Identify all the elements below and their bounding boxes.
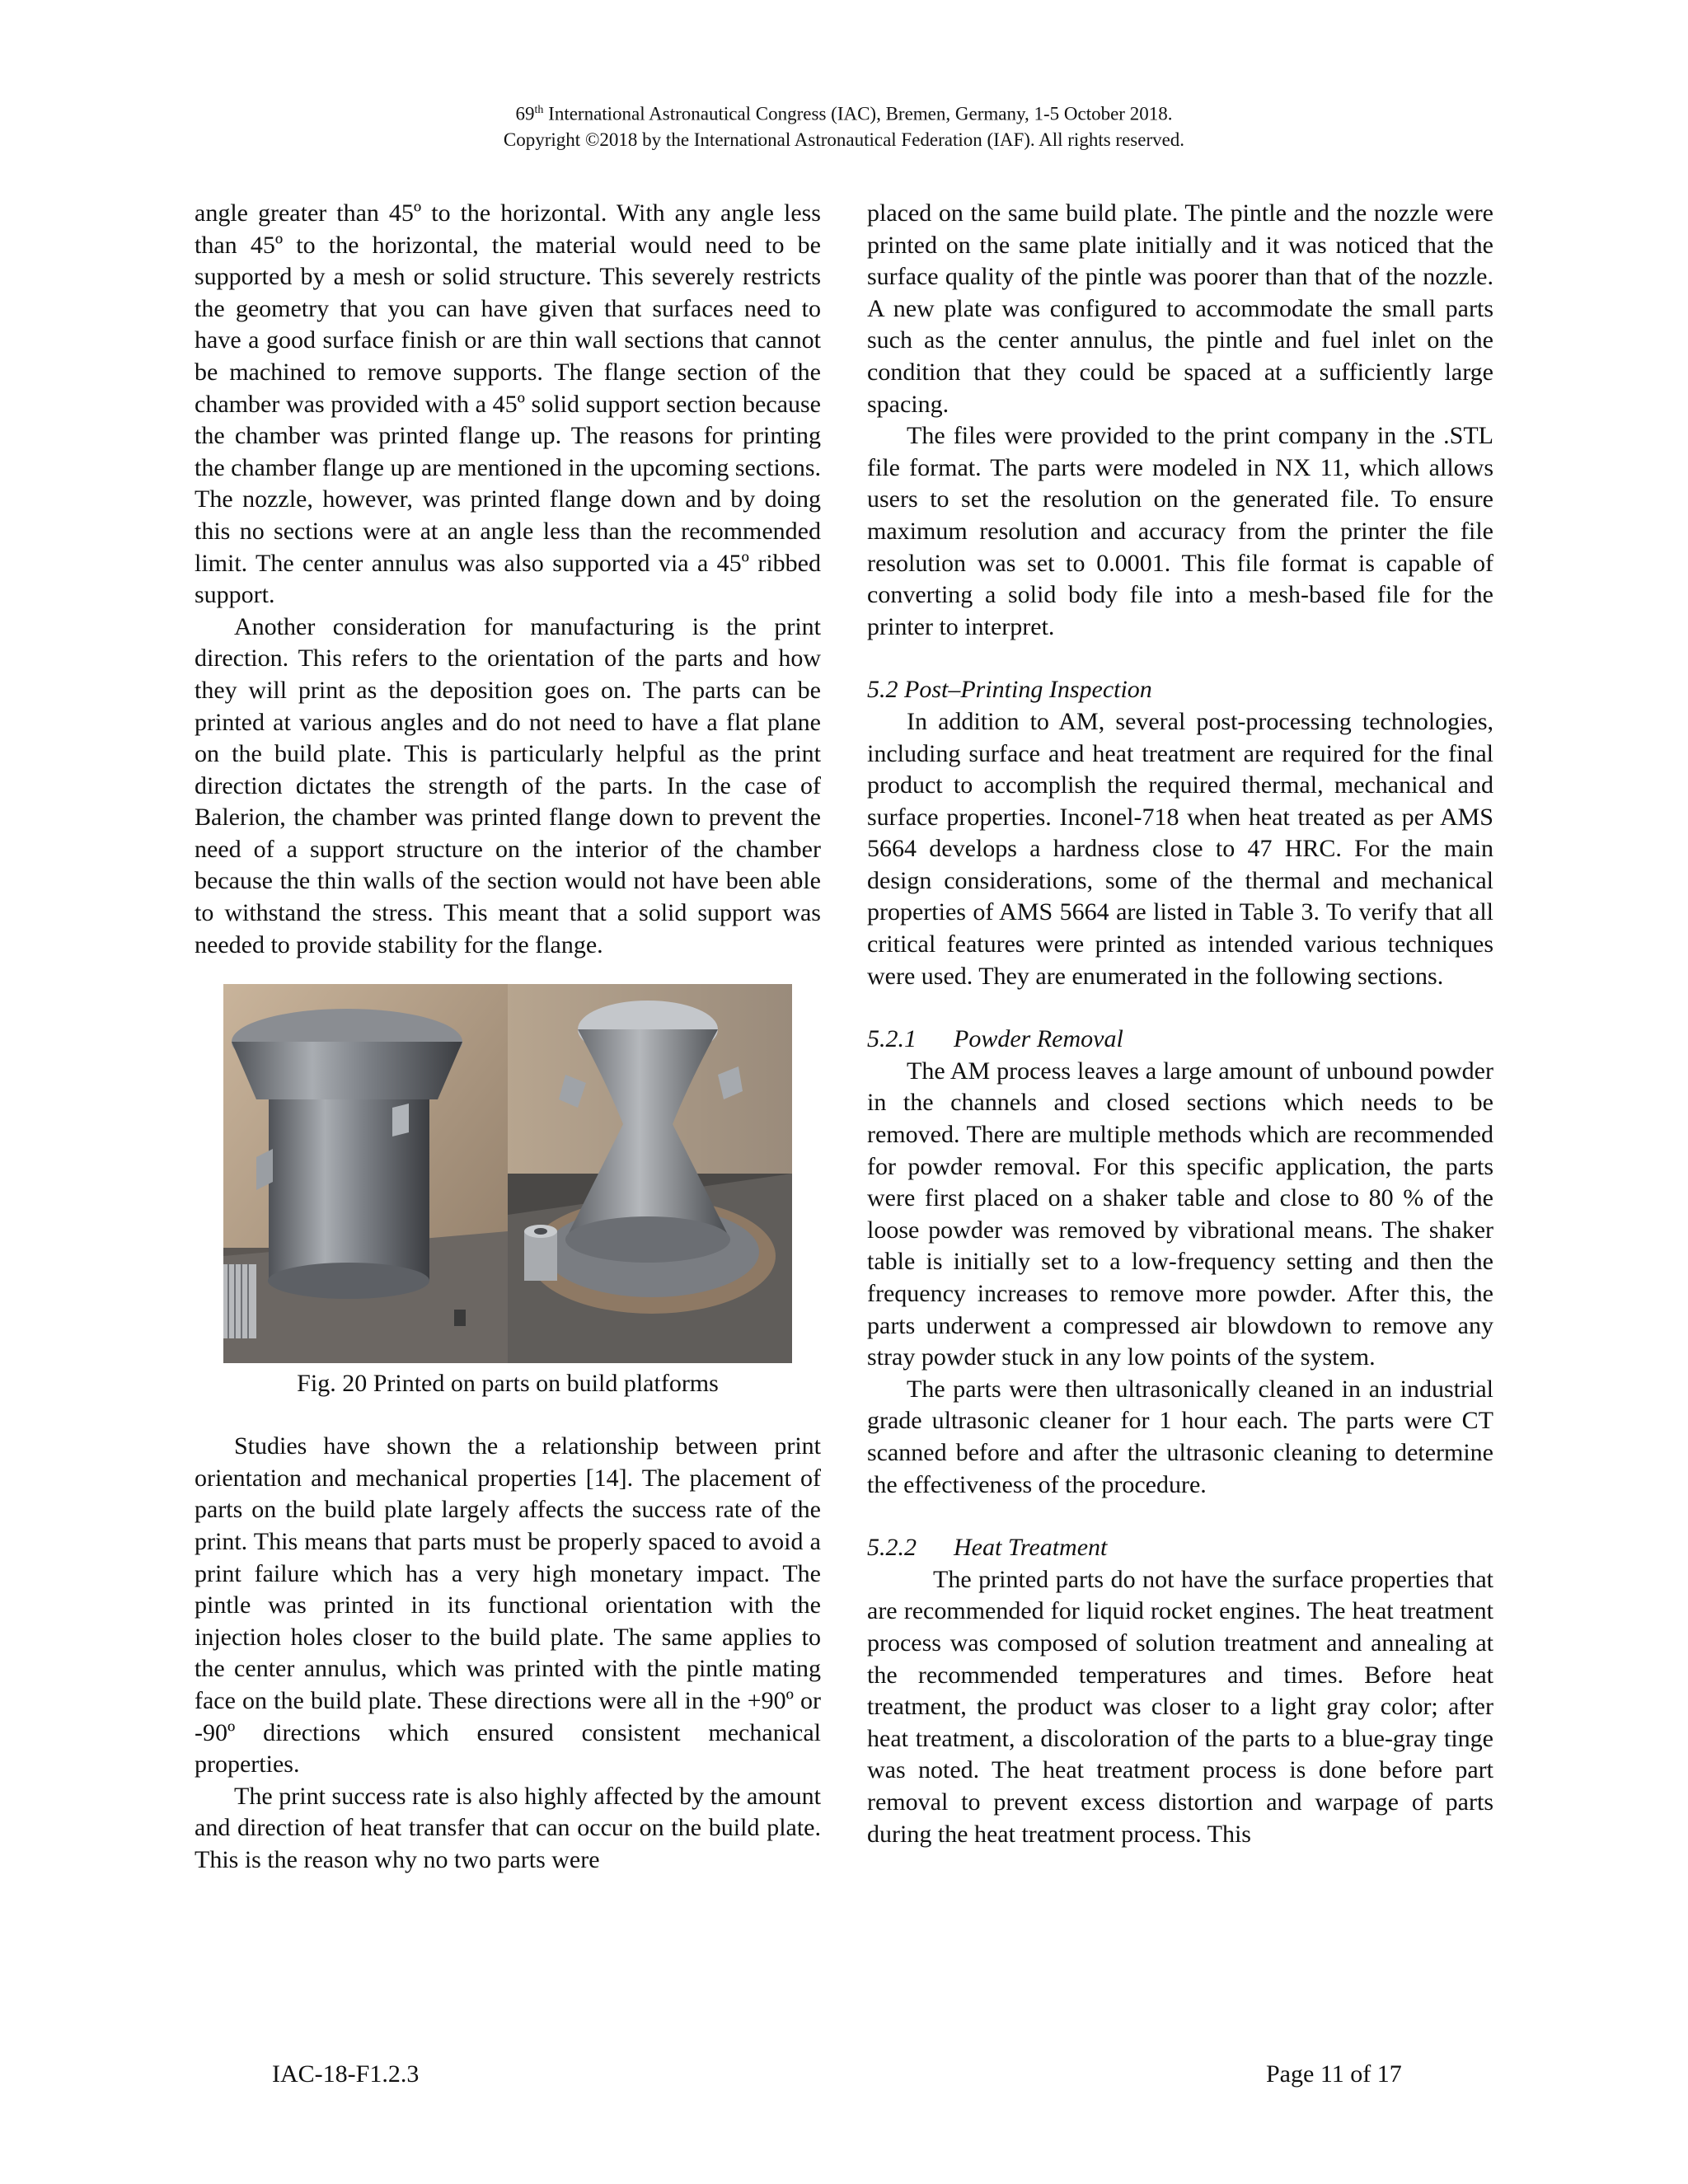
- paragraph: The printed parts do not have the surface properties that are recommended for liquid rocket engines. The heat treatment process was composed of solution treatment and annealing at the recommended temperatures and times. Before heat treatment, the product was closer to a light gray color; after heat treatment, a discoloration of the parts to a blue-gray tinge was noted. The heat treatment process is done before part removal to prevent excess distortion and warpage of parts during the heat treatment process. This: [867, 1565, 1493, 1848]
- conference-line: 69th International Astronautical Congress (IAC), Bremen, Germany, 1-5 October 2018.: [515, 103, 1173, 124]
- paragraph: The parts were then ultrasonically cleaned in an industrial grade ultrasonic cleaner for 1 hour each. The parts were CT scanned before and after the ultrasonic cleaning to determine the effectiveness of the procedure.: [867, 1375, 1493, 1498]
- subsection-heading: 5.2.2 Heat Treatment: [867, 1534, 1108, 1562]
- page-header: [0, 97, 1688, 152]
- copyright-line: Copyright ©2018 by the International Astronautical Federation (IAF). All rights reserved.: [503, 129, 1185, 150]
- paragraph: In addition to AM, several post-processing technologies, including surface and heat treatment are required for the final product to accomplish the required thermal, mechanical and surface properties. Inconel-718 when heat treated as per AMS 5664 develops a hardness close to 47 HRC. For the main design considerations, some of the thermal and mechanical properties of AMS 5664 are listed in Table 3. To verify that all critical features were printed as intended various techniques were used. They are enumerated in the following sections.: [867, 707, 1493, 990]
- paragraph: The files were provided to the print company in the .STL file format. The parts were modeled in NX 11, which allows users to set the resolution on the generated file. To ensure maximum resolution and accuracy from the printer the file resolution was set to 0.0001. This file format is capable of converting a solid body file into a mesh-based file for the printer to interpret.: [867, 422, 1493, 640]
- subsection-heading: 5.2.1 Powder Removal: [867, 1025, 1123, 1053]
- left-column: [195, 198, 821, 1877]
- paragraph: placed on the same build plate. The pintle and the nozzle were printed on the same plate initially and it was noticed that the surface quality of the pintle was poorer than that of the nozzle. A new plate was configured to accommodate the small parts such as the center annulus, the pintle and fuel inlet on the condition that they could be spaced at a sufficiently large spacing.: [867, 199, 1493, 418]
- nozzle-photo: [508, 984, 792, 1363]
- paragraph: The print success rate is also highly affected by the amount and direction of heat transfer that can occur on the build plate. This is the reason why no two parts were: [195, 1782, 821, 1873]
- figure-20: [195, 984, 821, 1399]
- chamber-photo: [223, 984, 508, 1363]
- section-heading: 5.2 Post–Printing Inspection: [867, 676, 1152, 704]
- figure-caption: Fig. 20 Printed on parts on build platforms: [297, 1370, 719, 1398]
- paragraph: The AM process leaves a large amount of unbound powder in the channels and closed sections which needs to be removed. There are multiple methods which are recommended for powder removal. For this specific application, the parts were first placed on a shaker table and close to 80 % of the loose powder was removed by vibrational means. The shaker table is initially set to a low-frequency setting and then the frequency increases to remove more powder. After this, the parts underwent a compressed air blowdown to remove any stray powder stuck in any low points of the system.: [867, 1057, 1493, 1371]
- paper-id: IAC-18-F1.2.3: [272, 2060, 420, 2088]
- right-column: [867, 198, 1493, 1850]
- paragraph: angle greater than 45º to the horizontal. With any angle less than 45º to the horizontal, the material would need to be supported by a mesh or solid structure. This severely restricts the geometry that you can have given that surfaces need to have a good surface finish or are thin wall sections that cannot be machined to remove supports. The flange section of the chamber was provided with a 45º solid support section because the chamber was printed flange up. The reasons for printing the chamber flange up are mentioned in the upcoming sections. The nozzle, however, was printed flange down and by doing this no sections were at an angle less than the recommended limit. The center annulus was also supported via a 45º ribbed support.: [195, 199, 821, 609]
- paragraph: Studies have shown the a relationship between print orientation and mechanical properties [14]. The placement of parts on the build plate largely affects the success rate of the print. This means that parts must be properly spaced to avoid a print failure which has a very high monetary impact. The pintle was printed in its functional orientation with the injection holes closer to the build plate. The same applies to the center annulus, which was printed with the pintle mating face on the build plate. These directions were all in the +90º or -90º directions which ensured consistent mechanical properties.: [195, 1432, 821, 1779]
- page-number: Page 11 of 17: [1266, 2060, 1402, 2088]
- paragraph: Another consideration for manufacturing is the print direction. This refers to the orientation of the parts and how they will print as the deposition goes on. The parts can be printed at various angles and do not need to have a flat plane on the build plate. This is particularly helpful as the print direction dictates the strength of the parts. In the case of Balerion, the chamber was printed flange down to prevent the need of a support structure on the interior of the chamber because the thin walls of the section would not have been able to withstand the stress. This meant that a solid support was needed to provide stability for the flange.: [195, 612, 821, 958]
- figure-photo: [223, 984, 792, 1363]
